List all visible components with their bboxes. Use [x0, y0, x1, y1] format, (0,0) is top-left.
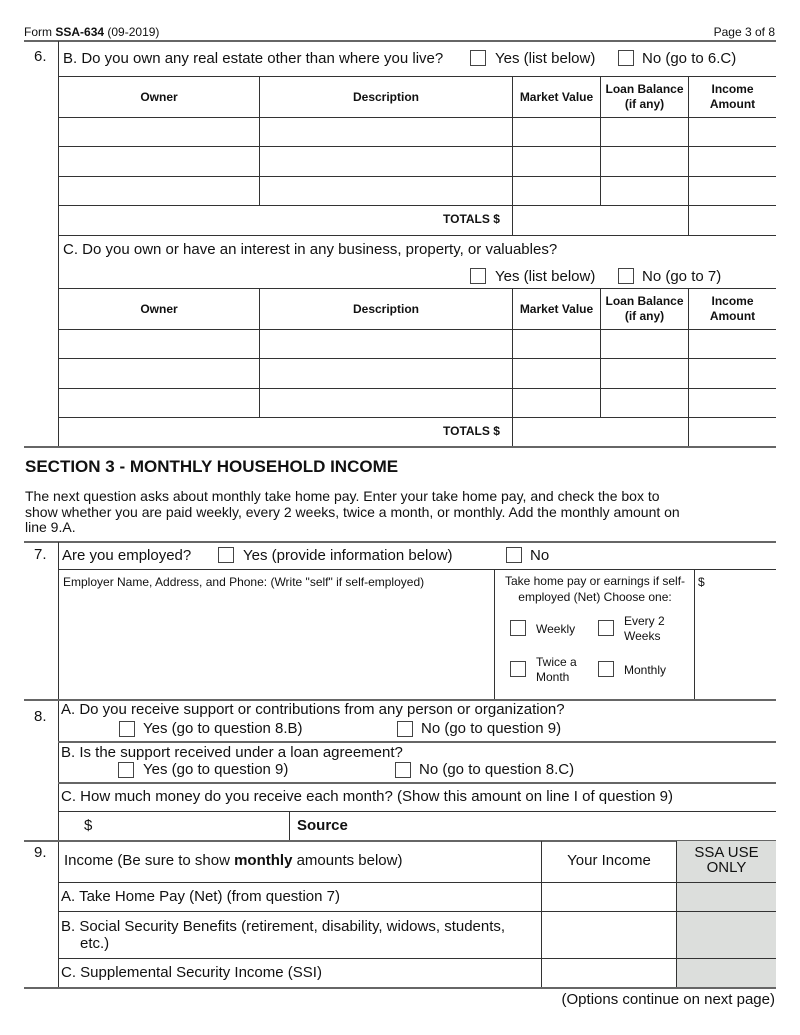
q6c-row2-market-value[interactable]	[513, 359, 600, 388]
q6c-row2-description[interactable]	[260, 359, 512, 388]
table-rule	[289, 811, 290, 840]
continue-note: (Options continue on next page)	[561, 991, 775, 1008]
q6b-totals-income[interactable]	[689, 206, 776, 235]
q6b-row1-owner[interactable]	[59, 118, 259, 146]
q7-every2weeks-label-line1: Every 2	[624, 614, 665, 628]
q6c-no-label: No (go to 7)	[642, 268, 722, 285]
table-rule	[58, 235, 776, 236]
q6b-row1-income[interactable]	[689, 118, 776, 146]
q7-weekly-checkbox[interactable]	[510, 620, 526, 636]
col-income-line1: Income	[711, 294, 754, 308]
q8c-amount-field[interactable]	[96, 812, 288, 840]
q7-twice-label-line1: Twice a	[536, 655, 577, 669]
q6b-row3-owner[interactable]	[59, 177, 259, 205]
q7-pay-amount-field[interactable]	[706, 572, 774, 697]
q6b-row3-market-value[interactable]	[513, 177, 600, 205]
q7-pay-label-line2: employed (Net) Choose one:	[518, 590, 672, 604]
q7-weekly-label: Weekly	[536, 622, 576, 636]
q7-twice-a-month-checkbox[interactable]	[510, 661, 526, 677]
q9c-your-income-field[interactable]	[542, 959, 676, 987]
q6c-row2-income[interactable]	[689, 359, 776, 388]
q9a-label: A. Take Home Pay (Net) (from question 7)	[61, 888, 340, 905]
col-income-amount	[689, 289, 776, 329]
col-market-value: Market Value	[519, 89, 594, 104]
q9b-your-income-field[interactable]	[542, 912, 676, 958]
question-9-number: 9.	[34, 844, 47, 861]
q6c-row3-market-value[interactable]	[513, 389, 600, 417]
q9b-label-cont: etc.)	[80, 935, 110, 952]
q6c-row3-owner[interactable]	[59, 389, 259, 417]
q9-header-suffix: amounts below)	[292, 852, 403, 869]
q7-no-checkbox[interactable]	[506, 547, 522, 563]
form-identifier	[24, 25, 159, 39]
q8a-yes-checkbox[interactable]	[119, 721, 135, 737]
q9-top-rule	[24, 840, 776, 842]
table-rule	[494, 569, 495, 699]
section-rule	[24, 446, 776, 448]
q6c-no-checkbox[interactable]	[618, 268, 634, 284]
col-owner: Owner	[140, 89, 178, 104]
q6b-totals-label: TOTALS $	[443, 212, 500, 226]
q9-header-bold: monthly	[234, 852, 293, 869]
q6c-row2-loan-balance[interactable]	[601, 359, 688, 388]
col-loan-balance	[601, 289, 688, 329]
q9-header	[64, 852, 402, 869]
q8c-source-label: Source	[297, 817, 348, 834]
q8b-no-label: No (go to question 8.C)	[419, 761, 575, 778]
q8a-no-checkbox[interactable]	[397, 721, 413, 737]
q9c-label: C. Supplemental Security Income (SSI)	[61, 964, 322, 981]
q8c-dollar-sign: $	[84, 817, 93, 834]
q7-dollar-sign: $	[698, 575, 705, 589]
form-date: (09-2019)	[107, 25, 160, 39]
page-number: Page 3 of 8	[713, 25, 775, 39]
section-3-intro-line3: line 9.A.	[25, 519, 76, 535]
q8b-no-checkbox[interactable]	[395, 762, 411, 778]
q6b-row2-owner[interactable]	[59, 147, 259, 176]
col-loan-balance	[601, 77, 688, 117]
col-income-amount	[689, 77, 776, 117]
q6b-row2-loan-balance[interactable]	[601, 147, 688, 176]
q7-monthly-label: Monthly	[624, 663, 667, 677]
q9a-your-income-field[interactable]	[542, 883, 676, 911]
q8c-source-field[interactable]	[356, 812, 776, 840]
bottom-rule	[24, 987, 776, 989]
table-rule	[694, 569, 695, 699]
q6c-row1-description[interactable]	[260, 330, 512, 358]
q6b-yes-label: Yes (list below)	[495, 50, 596, 67]
q8b-yes-label: Yes (go to question 9)	[143, 761, 289, 778]
header-rule	[24, 40, 776, 42]
question-7-number: 7.	[34, 546, 47, 563]
q6c-row3-description[interactable]	[260, 389, 512, 417]
q6c-row3-income[interactable]	[689, 389, 776, 417]
col-income-line2: Amount	[709, 309, 756, 323]
table-rule	[58, 569, 776, 570]
q7-question: Are you employed?	[62, 547, 192, 564]
table-rule	[58, 741, 776, 743]
q6c-totals-label: TOTALS $	[443, 424, 500, 438]
q6b-row2-description[interactable]	[260, 147, 512, 176]
q6b-row1-description[interactable]	[260, 118, 512, 146]
q8b-yes-checkbox[interactable]	[118, 762, 134, 778]
q6b-totals-value[interactable]	[513, 206, 688, 235]
q8a-no-label: No (go to question 9)	[421, 720, 562, 737]
q9-ssa-use-header-line1: SSA USE	[694, 844, 759, 861]
q7-twice-label-line2: Month	[536, 670, 570, 684]
col-market-value: Market Value	[519, 301, 594, 316]
q9-your-income-header: Your Income	[567, 852, 651, 869]
form-number: SSA-634	[55, 25, 105, 39]
q7-every2weeks-label-line2: Weeks	[624, 629, 661, 643]
q7-monthly-checkbox[interactable]	[598, 661, 614, 677]
q6c-row1-loan-balance[interactable]	[601, 330, 688, 358]
q6c-yes-label: Yes (list below)	[495, 268, 596, 285]
q6b-row3-description[interactable]	[260, 177, 512, 205]
col-description: Description	[352, 301, 419, 316]
section-3-title: SECTION 3 - MONTHLY HOUSEHOLD INCOME	[25, 457, 399, 476]
q6b-row2-income[interactable]	[689, 147, 776, 176]
col-description: Description	[352, 89, 419, 104]
q6b-row3-income[interactable]	[689, 177, 776, 205]
q6b-row1-loan-balance[interactable]	[601, 118, 688, 146]
col-loan-balance-line2: (if any)	[624, 309, 665, 323]
q7-yes-label: Yes (provide information below)	[243, 547, 453, 564]
q8a-question: A. Do you receive support or contributions from any person or organization?	[61, 701, 565, 718]
q8a-yes-label: Yes (go to question 8.B)	[143, 720, 303, 737]
q7-employer-field[interactable]	[60, 592, 492, 697]
col-income-line1: Income	[711, 82, 754, 96]
q6c-row1-owner[interactable]	[59, 330, 259, 358]
q7-q9-left-rule	[58, 542, 59, 988]
col-loan-balance-line1: Loan Balance	[605, 82, 684, 96]
q9-ssa-use-header-line2: ONLY	[706, 859, 747, 876]
q9b-label: B. Social Security Benefits (retirement, disability, widows, students,	[61, 918, 506, 935]
q7-top-rule	[24, 541, 776, 543]
q6b-yes-checkbox[interactable]	[470, 50, 486, 66]
q6b-row1-market-value[interactable]	[513, 118, 600, 146]
question-8-number: 8.	[34, 708, 47, 725]
q6c-row1-market-value[interactable]	[513, 330, 600, 358]
q7-no-label: No	[530, 547, 550, 564]
q7-employer-label: Employer Name, Address, and Phone: (Write "self" if self-employed)	[63, 575, 425, 589]
form-prefix: Form	[24, 25, 52, 39]
col-owner: Owner	[140, 301, 178, 316]
q8b-question: B. Is the support received under a loan agreement?	[61, 744, 403, 761]
section-3-intro-line1: The next question asks about monthly take home pay. Enter your take home pay, and check the box to	[25, 488, 660, 504]
table-rule	[58, 782, 776, 784]
q7-yes-checkbox[interactable]	[218, 547, 234, 563]
q8c-question: C. How much money do you receive each month? (Show this amount on line I of question 9)	[61, 788, 673, 805]
col-income-line2: Amount	[709, 97, 756, 111]
q6c-totals-value[interactable]	[513, 418, 688, 447]
section-3-intro-line2: show whether you are paid weekly, every 2 weeks, twice a month, or monthly. Add the monthly amount on	[25, 504, 680, 520]
q6b-no-checkbox[interactable]	[618, 50, 634, 66]
q6c-row2-owner[interactable]	[59, 359, 259, 388]
q6b-row2-market-value[interactable]	[513, 147, 600, 176]
q6c-row3-loan-balance[interactable]	[601, 389, 688, 417]
col-loan-balance-line1: Loan Balance	[605, 294, 684, 308]
q6c-question: C. Do you own or have an interest in any business, property, or valuables?	[63, 241, 558, 258]
q6b-no-label: No (go to 6.C)	[642, 50, 737, 67]
q7-pay-label-line1: Take home pay or earnings if self-	[504, 574, 686, 588]
q9-header-prefix: Income (Be sure to show	[64, 852, 235, 869]
q7-every2weeks-checkbox[interactable]	[598, 620, 614, 636]
q6c-yes-checkbox[interactable]	[470, 268, 486, 284]
col-loan-balance-line2: (if any)	[624, 97, 665, 111]
question-6-number: 6.	[34, 48, 47, 65]
q6c-row1-income[interactable]	[689, 330, 776, 358]
q6b-question: B. Do you own any real estate other than where you live?	[63, 50, 444, 67]
q6b-row3-loan-balance[interactable]	[601, 177, 688, 205]
q6c-totals-income[interactable]	[689, 418, 776, 447]
